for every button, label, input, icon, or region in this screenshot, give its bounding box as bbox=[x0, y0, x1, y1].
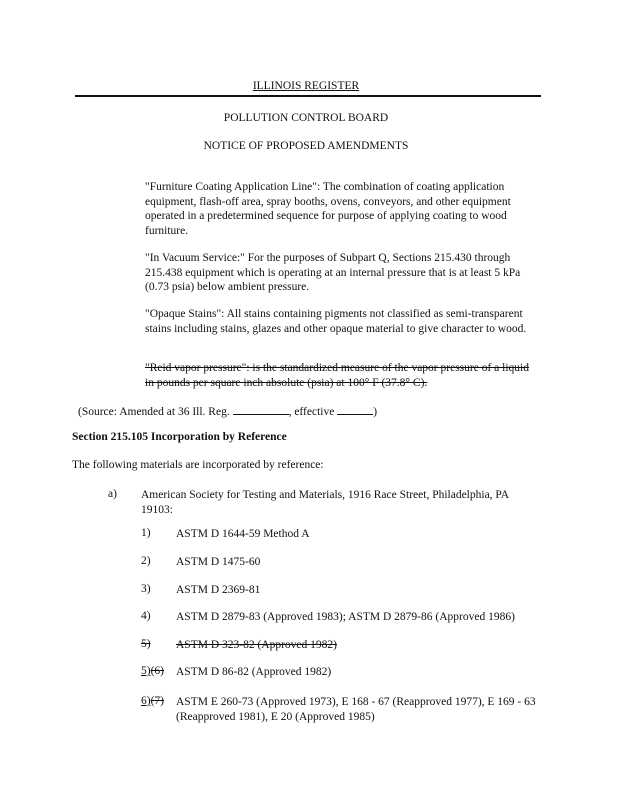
sub-item-label-amended bbox=[141, 695, 169, 707]
notice-title: NOTICE OF PROPOSED AMENDMENTS bbox=[203, 140, 409, 152]
register-blank bbox=[233, 404, 289, 415]
source-suffix: ) bbox=[373, 406, 378, 418]
definition-reid-vapor-pressure-deleted: "Reid vapor pressure": is the standardized measure of the vapor pressure of a liquid in pounds per square inch absolute (psia) at 100° F (37.8° C). bbox=[145, 362, 529, 389]
section-intro: The following materials are incorporated by reference: bbox=[72, 459, 324, 471]
header-rule bbox=[75, 95, 541, 97]
sub-item-text: ASTM D 86-82 (Approved 1982) bbox=[176, 666, 332, 678]
board-title: POLLUTION CONTROL BOARD bbox=[223, 112, 389, 124]
source-note bbox=[78, 404, 538, 418]
new-number: 5) bbox=[141, 665, 151, 677]
sub-item-label: 4) bbox=[141, 610, 151, 622]
source-prefix: (Source: Amended at 36 Ill. Reg. bbox=[78, 406, 230, 418]
sub-item-label: 1) bbox=[141, 527, 151, 539]
sub-item-text: ASTM D 2879-83 (Approved 1983); ASTM D 2879-86 (Approved 1986) bbox=[176, 611, 515, 623]
sub-item-text: ASTM D 1644-59 Method A bbox=[176, 528, 310, 540]
effective-blank bbox=[337, 404, 373, 415]
sub-item-text-deleted: ASTM D 323-82 (Approved 1982) bbox=[176, 639, 337, 651]
definition-in-vacuum-service: "In Vacuum Service:" For the purposes of Subpart Q, Sections 215.430 through 215.438 equipment which is operating at an internal pressure that is at least 5 kPa (0.73 psia) below ambient pressure. bbox=[145, 252, 521, 293]
sub-item-text: ASTM D 2369-81 bbox=[176, 584, 261, 596]
source-middle: , effective bbox=[288, 406, 335, 418]
new-number: 6) bbox=[141, 695, 151, 707]
sub-item-text: ASTM E 260-73 (Approved 1973), E 168 - 67 (Reapproved 1977), E 169 - 63 (Reapproved 1981), E 20 (Approved 1985) bbox=[176, 696, 536, 723]
item-a-text: American Society for Testing and Materials, 1916 Race Street, Philadelphia, PA 19103: bbox=[141, 489, 509, 516]
section-heading: Section 215.105 Incorporation by Reference bbox=[72, 431, 287, 443]
sub-item-text: ASTM D 1475-60 bbox=[176, 556, 261, 568]
old-number: (7) bbox=[150, 695, 165, 707]
definition-opaque-stains: "Opaque Stains": All stains containing pigments not classified as semi-transparent stains including stains, glazes and other opaque material to give character to wood. bbox=[145, 308, 527, 335]
sub-item-label: 3) bbox=[141, 583, 151, 595]
sub-item-label-deleted: 5) bbox=[141, 638, 151, 650]
sub-item-label-amended bbox=[141, 665, 169, 677]
old-number: (6) bbox=[150, 665, 165, 677]
sub-item-label: 2) bbox=[141, 555, 151, 567]
register-title: ILLINOIS REGISTER bbox=[252, 80, 360, 92]
item-a-label: a) bbox=[108, 488, 117, 500]
definition-furniture-coating: "Furniture Coating Application Line": The combination of coating application equipment, flash-off area, spray booths, ovens, conveyors, and other equipment operated in a predetermined sequence for purpose of applying coating to wood furniture. bbox=[145, 181, 511, 237]
